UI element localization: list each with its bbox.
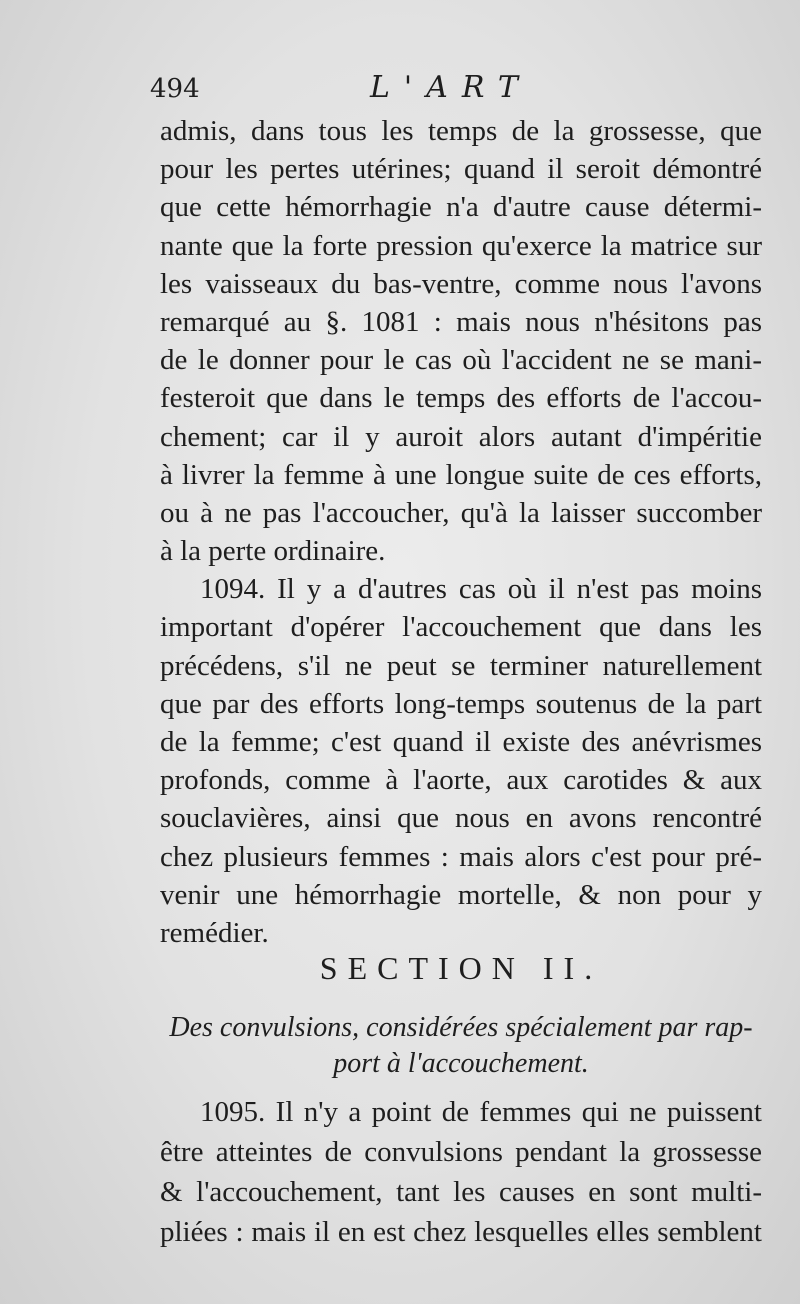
- text-line: à la perte ordinaire.: [160, 535, 386, 568]
- text-line: précédens, s'il ne peut se terminer naturellement: [160, 649, 762, 682]
- text-line: ou à ne pas l'accoucher, qu'à la laisser succomber: [160, 496, 762, 529]
- text-line: & l'accouchement, tant les causes en sont multi-: [160, 1176, 762, 1208]
- section-subtitle: [160, 1010, 762, 1082]
- section-heading: SECTION II.: [319, 950, 603, 986]
- text-line: pour les pertes utérines; quand il seroit démontré: [160, 153, 762, 186]
- paragraph-1094-start: 1094. Il y a d'autres cas où il n'est pas moins: [200, 573, 762, 606]
- page-number: 494: [150, 74, 200, 104]
- text-line: que cette hémorrhagie n'a d'autre cause détermi-: [160, 191, 762, 224]
- paragraph-1095-start: 1095. Il n'y a point de femmes qui ne puissent: [200, 1096, 762, 1128]
- text-line: important d'opérer l'accouchement que dans les: [160, 611, 762, 644]
- text-line: venir une hémorrhagie mortelle, & non pour y: [160, 878, 762, 911]
- text-line: être atteintes de convulsions pendant la grossesse: [160, 1136, 762, 1168]
- text-line: pliées : mais il en est chez lesquelles elles semblent: [160, 1216, 762, 1248]
- body-text-upper: [160, 112, 762, 952]
- text-line: souclavières, ainsi que nous en avons rencontré: [160, 802, 762, 835]
- subtitle-line: Des convulsions, considérées spécialement par rap-: [169, 1012, 753, 1043]
- text-line: chez plusieurs femmes : mais alors c'est pour pré-: [160, 840, 762, 873]
- text-line: remarqué au §. 1081 : mais nous n'hésitons pas: [160, 305, 762, 338]
- text-line: remédier.: [160, 916, 269, 949]
- text-line: de la femme; c'est quand il existe des anévrismes: [160, 726, 762, 758]
- text-line: les vaisseaux du bas-ventre, comme nous l'avons: [160, 267, 762, 300]
- page-header: [0, 70, 800, 110]
- text-line: profonds, comme à l'aorte, aux carotides & aux: [160, 764, 762, 797]
- text-line: à livrer la femme à une longue suite de ces efforts,: [160, 458, 762, 491]
- text-line: nante que la forte pression qu'exerce la matrice sur: [160, 229, 762, 262]
- text-line: que par des efforts long-temps soutenus de la part: [160, 687, 762, 720]
- subtitle-line: port à l'accouchement.: [333, 1048, 589, 1079]
- text-line: de le donner pour le cas où l'accident ne se mani-: [160, 344, 762, 377]
- body-text-lower: [160, 1092, 762, 1252]
- text-line: festeroit que dans le temps des efforts de l'accou-: [160, 382, 762, 415]
- running-head: L'ART: [370, 70, 532, 105]
- text-line: admis, dans tous les temps de la grossesse, que: [160, 115, 762, 147]
- text-line: chement; car il y auroit alors autant d'impéritie: [160, 420, 762, 453]
